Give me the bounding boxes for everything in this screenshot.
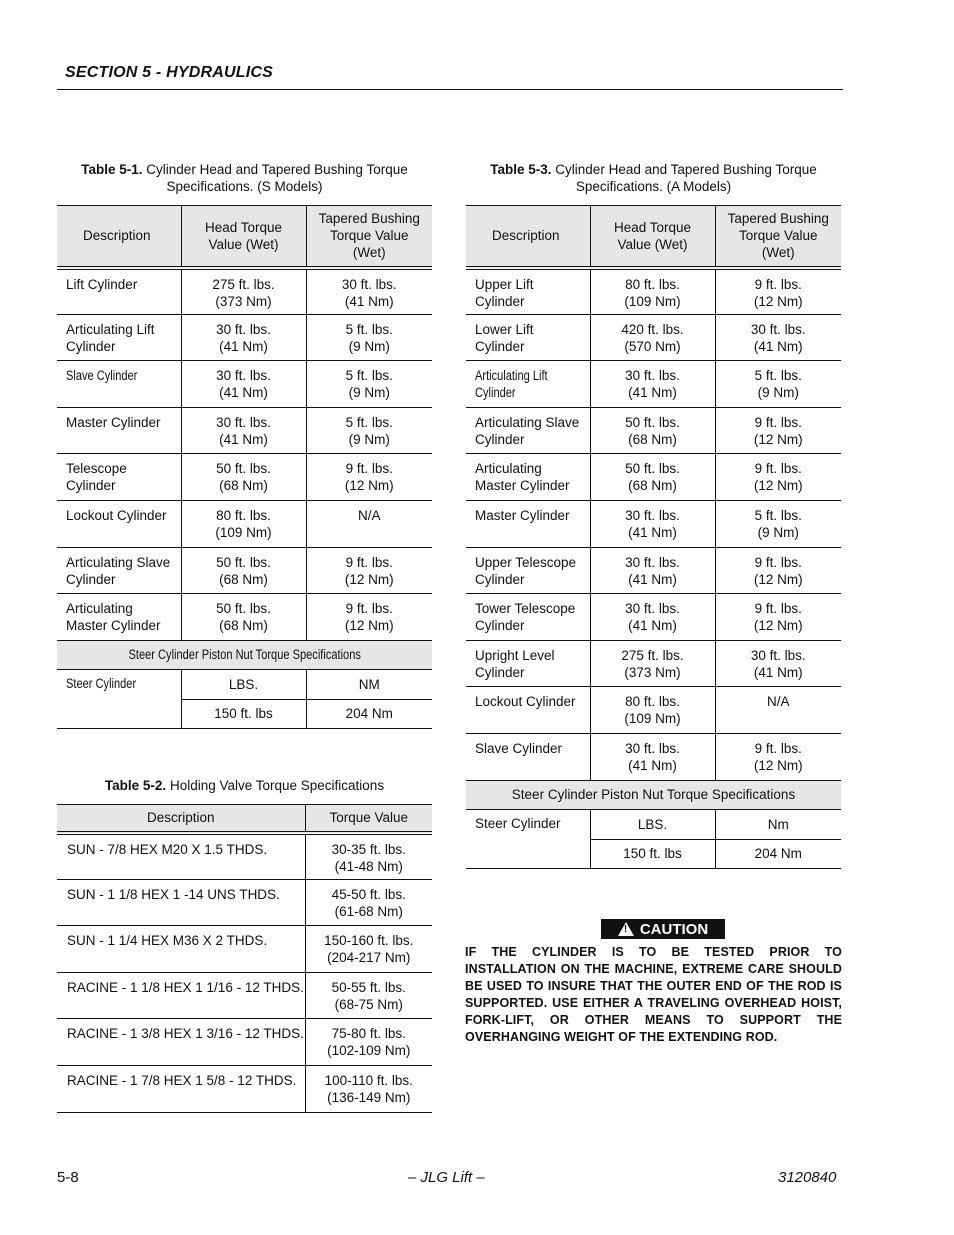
table-5-2-caption — [57, 777, 432, 794]
row-description-text: Articulating Lift Cylinder — [475, 368, 548, 401]
bushing-torque-line1: 9 ft. lbs. — [754, 740, 802, 756]
head-torque-line2: (373 Nm) — [624, 664, 681, 680]
row-description — [57, 500, 181, 547]
valve-torque-line2: (68-75 Nm) — [334, 996, 403, 1012]
bushing-torque-line1: 30 ft. lbs. — [750, 647, 806, 663]
row-head-torque — [590, 547, 715, 594]
bushing-torque-line2: (9 Nm) — [348, 385, 390, 401]
head-torque-line2: (109 Nm) — [215, 524, 272, 540]
row-bushing-torque — [306, 547, 432, 594]
row-description — [466, 500, 590, 547]
caution-badge — [601, 919, 725, 939]
bushing-torque-line2: (12 Nm) — [344, 571, 394, 587]
table-5-3 — [466, 205, 841, 869]
row-description — [466, 454, 590, 501]
row-bushing-torque — [715, 268, 841, 315]
bushing-torque-line2: (41 Nm) — [344, 293, 394, 309]
steer-value-lbs: 150 ft. lbs — [181, 699, 306, 728]
table-5-3-title-line2: Specifications. (A Models) — [575, 179, 732, 194]
valve-description: SUN - 1 1/4 HEX M36 X 2 THDS. — [57, 926, 305, 973]
steer-description-text: Steer Cylinder — [475, 815, 561, 831]
head-torque-line2: (41 Nm) — [628, 524, 677, 540]
bushing-torque-line2: (12 Nm) — [753, 757, 803, 773]
head-torque-line1: 30 ft. lbs. — [625, 368, 680, 384]
steer-description — [466, 809, 590, 868]
row-bushing-torque — [715, 361, 841, 408]
head-torque-line1: 30 ft. lbs. — [625, 740, 680, 756]
valve-torque-line1: 30-35 ft. lbs. — [331, 841, 406, 857]
table-5-1-title-line1: Cylinder Head and Tapered Bushing Torque — [142, 162, 408, 177]
valve-description: RACINE - 1 1/8 HEX 1 1/16 - 12 THDS. — [57, 972, 305, 1019]
row-description — [466, 547, 590, 594]
row-bushing-torque — [306, 268, 432, 315]
bushing-torque-line1: 9 ft. lbs. — [754, 601, 802, 617]
row-head-torque — [590, 500, 715, 547]
steer-section-title — [57, 640, 432, 669]
bushing-torque-line1: 5 ft. lbs. — [754, 368, 802, 384]
bushing-torque-line2: (9 Nm) — [757, 385, 799, 401]
row-bushing-torque — [715, 500, 841, 547]
head-torque-line1: 30 ft. lbs. — [625, 554, 680, 570]
row-bushing-torque — [715, 547, 841, 594]
row-head-torque — [590, 268, 715, 315]
row-description-text: Lockout Cylinder — [66, 507, 167, 523]
bushing-torque-line2: (12 Nm) — [753, 293, 803, 309]
column-header-head-torque: Head Torque Value (Wet) — [181, 206, 306, 268]
table-row — [57, 547, 432, 594]
row-head-torque — [181, 454, 306, 501]
row-description — [57, 361, 181, 408]
column-header-description: Description — [57, 206, 181, 268]
table-row — [57, 500, 432, 547]
row-head-torque — [590, 640, 715, 687]
table-row — [466, 361, 841, 408]
table-row — [466, 594, 841, 641]
bushing-torque-line2: (12 Nm) — [753, 571, 803, 587]
table-row — [466, 407, 841, 454]
head-torque-line1: 30 ft. lbs. — [216, 321, 271, 337]
head-torque-line2: (41 Nm) — [628, 571, 677, 587]
valve-torque-line1: 45-50 ft. lbs. — [331, 886, 406, 902]
head-torque-line1: 50 ft. lbs. — [625, 414, 680, 430]
valve-torque — [305, 1065, 432, 1112]
steer-units-row — [57, 669, 432, 699]
head-torque-line1: 50 ft. lbs. — [216, 601, 271, 617]
row-head-torque — [181, 268, 306, 315]
column-header-tapered-bushing: Tapered Bushing Torque Value (Wet) — [715, 206, 841, 268]
row-head-torque — [590, 407, 715, 454]
row-description — [466, 733, 590, 780]
head-torque-line2: (41 Nm) — [628, 618, 677, 634]
row-description-text: Articulating Lift Cylinder — [66, 321, 155, 354]
row-description — [466, 687, 590, 734]
row-description-text: Lift Cylinder — [66, 276, 138, 292]
head-torque-line1: 30 ft. lbs. — [625, 601, 680, 617]
steer-description — [57, 669, 181, 728]
table-5-3-label: Table 5-3. — [490, 162, 552, 177]
table-5-1-title-line2: Specifications. (S Models) — [166, 179, 323, 194]
row-bushing-torque — [715, 454, 841, 501]
table-row — [57, 972, 432, 1019]
row-description — [466, 594, 590, 641]
column-header-head-torque: Head Torque Value (Wet) — [590, 206, 715, 268]
table-row — [466, 268, 841, 315]
valve-torque — [305, 879, 432, 926]
column-header-torque-value: Torque Value — [305, 805, 432, 833]
row-head-torque — [590, 361, 715, 408]
row-description-text: Upper Lift Cylinder — [475, 276, 534, 309]
warning-triangle-icon: ! — [618, 922, 634, 936]
steer-unit-nm: NM — [306, 669, 432, 699]
steer-value-nm: 204 Nm — [306, 699, 432, 728]
row-head-torque — [590, 314, 715, 361]
row-head-torque — [181, 361, 306, 408]
valve-torque-line1: 150-160 ft. lbs. — [324, 933, 414, 949]
head-torque-line2: (68 Nm) — [219, 571, 268, 587]
bushing-torque-line2: (12 Nm) — [344, 478, 394, 494]
table-5-2-title: Holding Valve Torque Specifications — [166, 778, 385, 793]
valve-torque-line2: (61-68 Nm) — [334, 903, 403, 919]
valve-torque-line1: 50-55 ft. lbs. — [331, 979, 406, 995]
steer-description-text: Steer Cylinder — [66, 675, 137, 691]
bushing-torque-line1: 9 ft. lbs. — [345, 554, 393, 570]
table-row — [57, 1019, 432, 1066]
row-bushing-torque — [715, 314, 841, 361]
table-5-1 — [57, 205, 432, 729]
row-description-text: Tower Telescope Cylinder — [475, 601, 576, 634]
row-bushing-torque — [306, 407, 432, 454]
document-number: 3120840 — [778, 1169, 837, 1186]
row-bushing-torque — [715, 594, 841, 641]
row-description — [57, 594, 181, 641]
bushing-torque-line1: 9 ft. lbs. — [345, 601, 393, 617]
row-bushing-torque — [715, 733, 841, 780]
steer-section-title — [466, 780, 841, 809]
bushing-torque-line1: 30 ft. lbs. — [750, 321, 806, 337]
row-description-text: Articulating Slave Cylinder — [66, 554, 171, 587]
row-description-text: Master Cylinder — [66, 414, 161, 430]
head-torque-line2: (41 Nm) — [628, 757, 677, 773]
table-5-1-caption — [57, 161, 432, 195]
head-torque-line1: 275 ft. lbs. — [621, 647, 684, 663]
row-head-torque — [590, 594, 715, 641]
valve-torque-line2: (136-149 Nm) — [327, 1089, 411, 1105]
head-torque-line1: 30 ft. lbs. — [625, 507, 680, 523]
head-torque-line2: (41 Nm) — [219, 385, 268, 401]
bushing-torque-line2: (12 Nm) — [753, 431, 803, 447]
bushing-torque-line1: 5 ft. lbs. — [345, 368, 393, 384]
table-row — [466, 733, 841, 780]
table-5-3-title-line1: Cylinder Head and Tapered Bushing Torque — [551, 162, 817, 177]
bushing-torque-line1: N/A — [766, 694, 790, 710]
footer-center: – JLG Lift – — [408, 1169, 485, 1186]
valve-torque-line2: (41-48 Nm) — [334, 858, 403, 874]
row-description — [57, 547, 181, 594]
bushing-torque-line2: (9 Nm) — [757, 524, 799, 540]
head-torque-line1: 30 ft. lbs. — [216, 368, 271, 384]
table-5-2-label: Table 5-2. — [104, 778, 167, 793]
row-bushing-torque — [715, 407, 841, 454]
table-row — [466, 314, 841, 361]
row-description-text: Upright Level Cylinder — [475, 647, 555, 680]
row-head-torque — [181, 407, 306, 454]
bushing-torque-line2: (9 Nm) — [348, 338, 390, 354]
valve-description: RACINE - 1 3/8 HEX 1 3/16 - 12 THDS. — [57, 1019, 305, 1066]
bushing-torque-line2: (41 Nm) — [753, 664, 803, 680]
head-torque-line1: 80 ft. lbs. — [625, 276, 680, 292]
bushing-torque-line1: N/A — [357, 507, 381, 523]
row-bushing-torque — [306, 500, 432, 547]
table-row — [466, 454, 841, 501]
steer-section-text: Steer Cylinder Piston Nut Torque Specifications — [511, 787, 796, 803]
row-head-torque — [590, 733, 715, 780]
steer-section-row — [57, 640, 432, 669]
column-header-description: Description — [466, 206, 590, 268]
bushing-torque-line2: (41 Nm) — [753, 338, 803, 354]
row-bushing-torque — [306, 454, 432, 501]
table-row — [57, 361, 432, 408]
table-row — [57, 454, 432, 501]
table-row — [466, 687, 841, 734]
steer-value-lbs: 150 ft. lbs — [590, 839, 715, 868]
bushing-torque-line1: 5 ft. lbs. — [754, 507, 802, 523]
head-torque-line2: (570 Nm) — [624, 338, 681, 354]
table-row — [57, 1065, 432, 1112]
head-torque-line1: 420 ft. lbs. — [621, 321, 684, 337]
head-torque-line2: (68 Nm) — [628, 431, 677, 447]
bushing-torque-line1: 5 ft. lbs. — [345, 321, 393, 337]
steer-units-row — [466, 809, 841, 839]
valve-torque-line1: 75-80 ft. lbs. — [331, 1026, 406, 1042]
table-5-1-label: Table 5-1. — [81, 162, 143, 177]
table-row — [466, 640, 841, 687]
table-row — [57, 268, 432, 315]
head-torque-line2: (41 Nm) — [219, 431, 268, 447]
bushing-torque-line1: 9 ft. lbs. — [754, 554, 802, 570]
row-description — [57, 407, 181, 454]
table-row — [466, 547, 841, 594]
valve-torque-line2: (102-109 Nm) — [327, 1043, 411, 1059]
head-torque-line2: (109 Nm) — [624, 293, 681, 309]
valve-torque — [305, 833, 432, 880]
page-number: 5-8 — [57, 1169, 79, 1186]
head-torque-line2: (68 Nm) — [628, 478, 677, 494]
row-description — [466, 361, 590, 408]
valve-torque — [305, 972, 432, 1019]
head-torque-line1: 50 ft. lbs. — [216, 461, 271, 477]
table-row — [57, 314, 432, 361]
row-description-text: Slave Cylinder — [475, 740, 563, 756]
head-torque-line1: 50 ft. lbs. — [625, 461, 680, 477]
head-torque-line1: 50 ft. lbs. — [216, 554, 271, 570]
row-bushing-torque — [306, 594, 432, 641]
header-rule — [57, 89, 843, 90]
row-head-torque — [181, 547, 306, 594]
caution-text: IF THE CYLINDER IS TO BE TESTED PRIOR TO INSTALLATION ON THE MACHINE, EXTREME CARE SHOULD BE USED TO INSURE THAT THE OUTER END OF THE ROD IS SUPPORTED. USE EITHER A TRAVELING OVERHEAD HOIST, FORK-LIFT, OR OTHER MEANS TO SUPPORT THE OVERHANGING WEIGHT OF THE EXTENDING ROD. — [465, 945, 842, 1044]
head-torque-line2: (109 Nm) — [624, 711, 681, 727]
steer-unit-lbs: LBS. — [590, 809, 715, 839]
head-torque-line1: 80 ft. lbs. — [216, 507, 271, 523]
row-description — [466, 407, 590, 454]
row-description — [57, 268, 181, 315]
steer-section-text: Steer Cylinder Piston Nut Torque Specifications — [128, 647, 361, 663]
row-description-text: Upper Telescope Cylinder — [475, 554, 577, 587]
valve-description: SUN - 7/8 HEX M20 X 1.5 THDS. — [57, 833, 305, 880]
column-header-description: Description — [57, 805, 305, 833]
row-bushing-torque — [306, 361, 432, 408]
bushing-torque-line1: 30 ft. lbs. — [341, 276, 397, 292]
table-row — [57, 926, 432, 973]
row-head-torque — [590, 454, 715, 501]
head-torque-line2: (373 Nm) — [215, 293, 272, 309]
caution-label: CAUTION — [639, 920, 709, 938]
table-row — [57, 879, 432, 926]
row-head-torque — [181, 594, 306, 641]
row-description — [57, 314, 181, 361]
table-5-3-caption — [466, 161, 841, 195]
head-torque-line1: 30 ft. lbs. — [216, 414, 271, 430]
steer-unit-nm: Nm — [715, 809, 841, 839]
valve-torque-line1: 100-110 ft. lbs. — [324, 1072, 413, 1088]
row-description-text: Lower Lift Cylinder — [475, 321, 534, 354]
valve-description: RACINE - 1 7/8 HEX 1 5/8 - 12 THDS. — [57, 1065, 305, 1112]
bushing-torque-line1: 9 ft. lbs. — [754, 461, 802, 477]
head-torque-line2: (68 Nm) — [219, 618, 268, 634]
head-torque-line1: 275 ft. lbs. — [212, 276, 275, 292]
head-torque-line2: (41 Nm) — [628, 385, 677, 401]
bushing-torque-line1: 9 ft. lbs. — [754, 276, 802, 292]
section-header: SECTION 5 - HYDRAULICS — [65, 64, 273, 81]
row-head-torque — [181, 314, 306, 361]
column-header-tapered-bushing: Tapered Bushing Torque Value (Wet) — [306, 206, 432, 268]
steer-value-nm: 204 Nm — [715, 839, 841, 868]
table-row — [57, 594, 432, 641]
table-row — [57, 833, 432, 880]
bushing-torque-line2: (9 Nm) — [348, 431, 390, 447]
valve-torque — [305, 1019, 432, 1066]
bushing-torque-line2: (12 Nm) — [753, 478, 803, 494]
bushing-torque-line2: (12 Nm) — [753, 618, 803, 634]
bushing-torque-line1: 9 ft. lbs. — [345, 461, 393, 477]
bushing-torque-line2: (12 Nm) — [344, 618, 394, 634]
row-description-text: Master Cylinder — [475, 507, 570, 523]
row-description — [466, 640, 590, 687]
head-torque-line2: (41 Nm) — [219, 338, 268, 354]
head-torque-line1: 80 ft. lbs. — [625, 694, 680, 710]
row-description-text: Lockout Cylinder — [475, 694, 576, 710]
valve-description: SUN - 1 1/8 HEX 1 -14 UNS THDS. — [57, 879, 305, 926]
row-description-text: Articulating Master Cylinder — [66, 601, 161, 634]
row-description-text: Telescope Cylinder — [66, 461, 127, 494]
valve-torque — [305, 926, 432, 973]
row-head-torque — [590, 687, 715, 734]
steer-unit-lbs: LBS. — [181, 669, 306, 699]
row-head-torque — [181, 500, 306, 547]
row-bushing-torque — [306, 314, 432, 361]
table-row — [57, 407, 432, 454]
bushing-torque-line1: 9 ft. lbs. — [754, 414, 802, 430]
valve-torque-line2: (204-217 Nm) — [327, 950, 411, 966]
row-bushing-torque — [715, 687, 841, 734]
row-description — [466, 268, 590, 315]
row-description — [57, 454, 181, 501]
row-description-text: Slave Cylinder — [66, 368, 138, 384]
row-description — [466, 314, 590, 361]
head-torque-line2: (68 Nm) — [219, 478, 268, 494]
steer-section-row — [466, 780, 841, 809]
row-description-text: Articulating Master Cylinder — [475, 461, 570, 494]
row-bushing-torque — [715, 640, 841, 687]
row-description-text: Articulating Slave Cylinder — [475, 414, 580, 447]
table-row — [466, 500, 841, 547]
table-5-2 — [57, 804, 432, 1113]
bushing-torque-line1: 5 ft. lbs. — [345, 414, 393, 430]
